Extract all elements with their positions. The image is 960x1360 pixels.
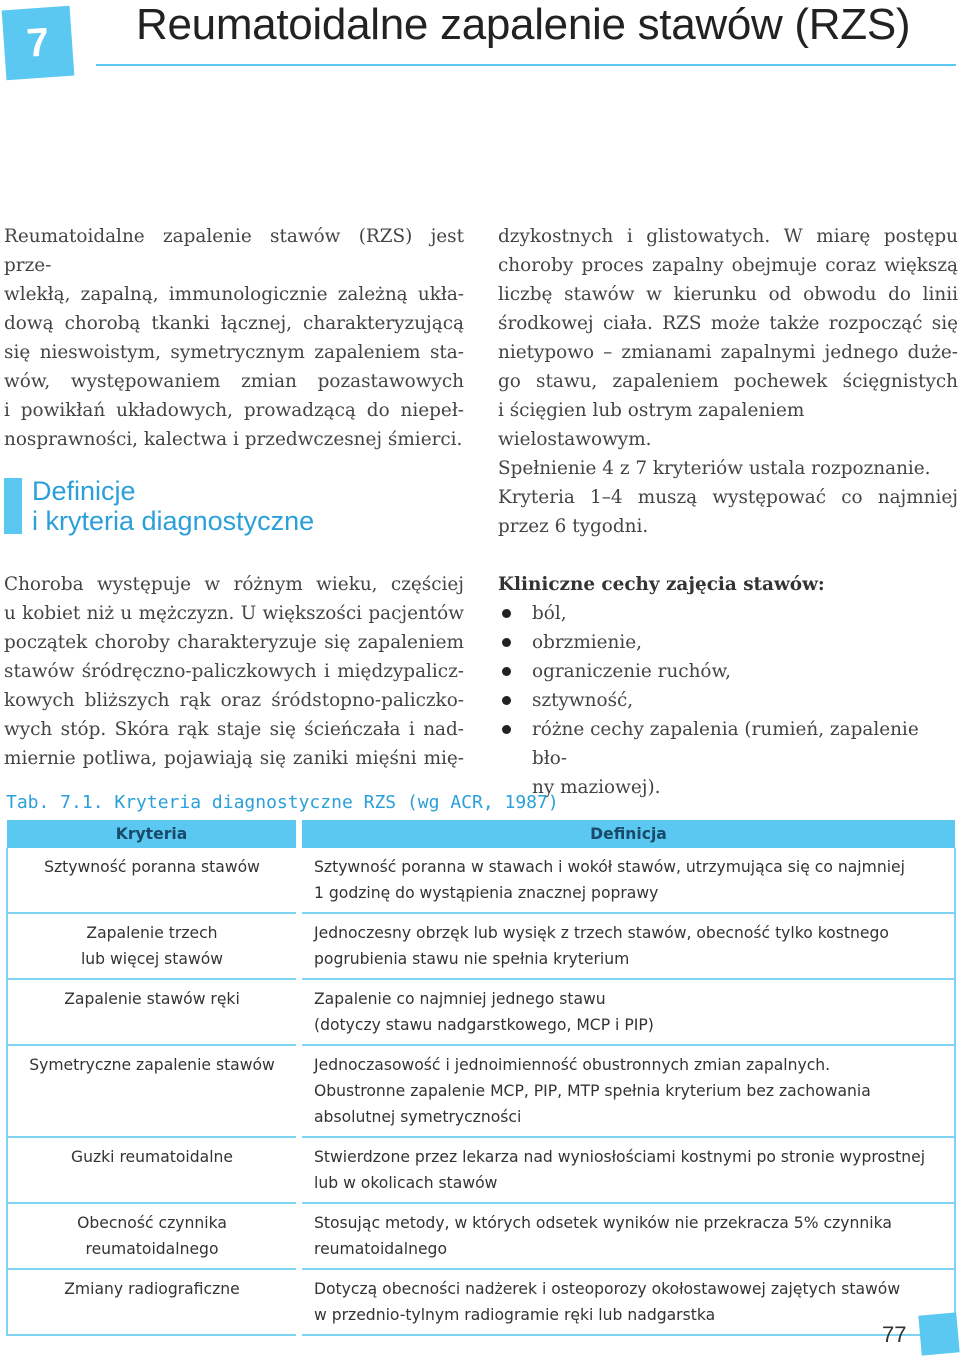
- definition-cell: Jednoczesny obrzęk lub wysięk z trzech stawów, obecność tylko kostnego pogrubienia stawu nie spełnia kryterium: [299, 913, 955, 979]
- clinical-features: [498, 570, 958, 802]
- section-heading-line: i kryteria diagnostyczne: [32, 506, 315, 536]
- criteria-cell: Sztywność poranna stawów: [7, 848, 299, 913]
- bullet-icon: [502, 609, 511, 618]
- table-caption: Tab. 7.1. Kryteria diagnostyczne RZS (wg ACR, 1987): [6, 792, 559, 813]
- chapter-title: Reumatoidalne zapalenie stawów (RZS): [136, 0, 911, 49]
- text-line: nietypowo – zmianami zapalnymi jednego duże-: [498, 342, 958, 363]
- definition-cell: Sztywność poranna w stawach i wokół stawów, utrzymująca się co najmniej 1 godzinę do wystąpienia znacznej poprawy: [299, 848, 955, 913]
- bullet-icon: [502, 638, 511, 647]
- list-item: obrzmienie,: [498, 628, 958, 657]
- chapter-number: 7: [25, 19, 51, 66]
- text-line: wlekłą, zapalną, immunologicznie zależną ukła-: [4, 284, 464, 305]
- text-line: środkowej ciała. RZS może także rozpocząć się: [498, 313, 958, 334]
- criteria-table: [6, 820, 956, 1336]
- text-line: Kryteria 1–4 muszą występować co najmniej: [498, 487, 958, 508]
- table-row: [7, 913, 955, 979]
- text-line: kowych bliższych rąk oraz śródstopno-paliczko-: [4, 690, 464, 711]
- chapter-number-badge: [2, 6, 75, 81]
- table-row: [7, 1203, 955, 1269]
- table-row: [7, 1269, 955, 1335]
- clinical-features-list: [498, 599, 958, 802]
- table-row: [7, 979, 955, 1045]
- text-line: Reumatoidalne zapalenie stawów (RZS) jest prze-: [4, 226, 464, 276]
- text-line: i powikłań układowych, prowadzącą do niepeł-: [4, 400, 464, 421]
- text-line: początek choroby charakteryzuje się zapaleniem: [4, 632, 464, 653]
- definition-cell: Zapalenie co najmniej jednego stawu (dotyczy stawu nadgarstkowego, MCP i PIP): [299, 979, 955, 1045]
- text-line: przez 6 tygodni.: [498, 516, 649, 537]
- text-line: liczbę stawów w kierunku od obwodu do linii: [498, 284, 958, 305]
- text-line: wów, występowaniem zmian pozastawowych: [4, 371, 464, 392]
- title-rule: [96, 64, 956, 66]
- text-line: się nieswoistym, symetrycznym zapaleniem sta-: [4, 342, 464, 363]
- text-line: u kobiet niż u mężczyzn. U większości pacjentów: [4, 603, 464, 624]
- section-heading: [4, 476, 314, 536]
- list-item: ból,: [498, 599, 958, 628]
- table-row: [7, 848, 955, 913]
- list-item: różne cechy zapalenia (rumień, zapalenie bło- ny maziowej).: [498, 715, 958, 802]
- text-line: stawów śródręczno-paliczkowych i międzypalicz-: [4, 661, 464, 682]
- text-line: choroby proces zapalny obejmuje coraz większą: [498, 255, 958, 276]
- criteria-cell: Zmiany radiograficzne: [7, 1269, 299, 1335]
- definition-cell: Stosując metody, w których odsetek wyników nie przekracza 5% czynnika reumatoidalnego: [299, 1203, 955, 1269]
- page-number: 77: [882, 1322, 907, 1347]
- bullet-icon: [502, 696, 511, 705]
- criteria-cell: Zapalenie stawów ręki: [7, 979, 299, 1045]
- text-line: Choroba występuje w różnym wieku, częściej: [4, 574, 464, 595]
- text-line: dzykostnych i glistowatych. W miarę postępu: [498, 226, 958, 247]
- text-line: i ścięgien lub ostrym zapaleniem wielostawowym.: [498, 400, 805, 450]
- list-item: sztywność,: [498, 686, 958, 715]
- body-paragraph-right: [498, 222, 958, 454]
- definition-cell: Stwierdzone przez lekarza nad wyniosłościami kostnymi po stronie wyprostnej lub w okolicach stawów: [299, 1137, 955, 1203]
- body-paragraph-left: [4, 570, 464, 773]
- definition-cell: Jednoczasowość i jednoimienność obustronnych zmian zapalnych. Obustronne zapalenie MCP, PIP, MTP spełnia kryterium bez zachowania absolutnej symetryczności: [299, 1045, 955, 1137]
- text-line: dową chorobą tkanki łącznej, charakteryzującą: [4, 313, 464, 334]
- intro-paragraph: [4, 222, 464, 454]
- text-line: go stawu, zapaleniem pochewek ścięgnistych: [498, 371, 958, 392]
- section-accent-bar: [4, 478, 22, 534]
- bullet-icon: [502, 667, 511, 676]
- criteria-cell: Zapalenie trzech lub więcej stawów: [7, 913, 299, 979]
- table-row: [7, 1137, 955, 1203]
- criteria-cell: Guzki reumatoidalne: [7, 1137, 299, 1203]
- table-row: [7, 1045, 955, 1137]
- criteria-note: [498, 454, 958, 541]
- column-header-criteria: Kryteria: [7, 820, 299, 848]
- definition-cell: Dotyczą obecności nadżerek i osteoporozy okołostawowej zajętych stawów w przednio-tylnym radiogramie ręki lub nadgarstka: [299, 1269, 955, 1335]
- text-line: Spełnienie 4 z 7 kryteriów ustala rozpoznanie.: [498, 458, 931, 479]
- criteria-cell: Obecność czynnika reumatoidalnego: [7, 1203, 299, 1269]
- text-line: nosprawności, kalectwa i przedwczesnej śmierci.: [4, 429, 463, 450]
- criteria-cell: Symetryczne zapalenie stawów: [7, 1045, 299, 1137]
- section-heading-line: Definicje: [32, 476, 136, 506]
- text-line: wych stóp. Skóra rąk staje się ścieńczała i nad-: [4, 719, 464, 740]
- text-line: miernie potliwa, pojawiają się zaniki mięśni mię-: [4, 748, 464, 769]
- clinical-features-title: Kliniczne cechy zajęcia stawów:: [498, 574, 825, 595]
- table-header-row: [7, 820, 955, 848]
- list-item: ograniczenie ruchów,: [498, 657, 958, 686]
- column-header-definition: Definicja: [299, 820, 955, 848]
- page-corner-mark: [918, 1312, 959, 1355]
- bullet-icon: [502, 725, 511, 734]
